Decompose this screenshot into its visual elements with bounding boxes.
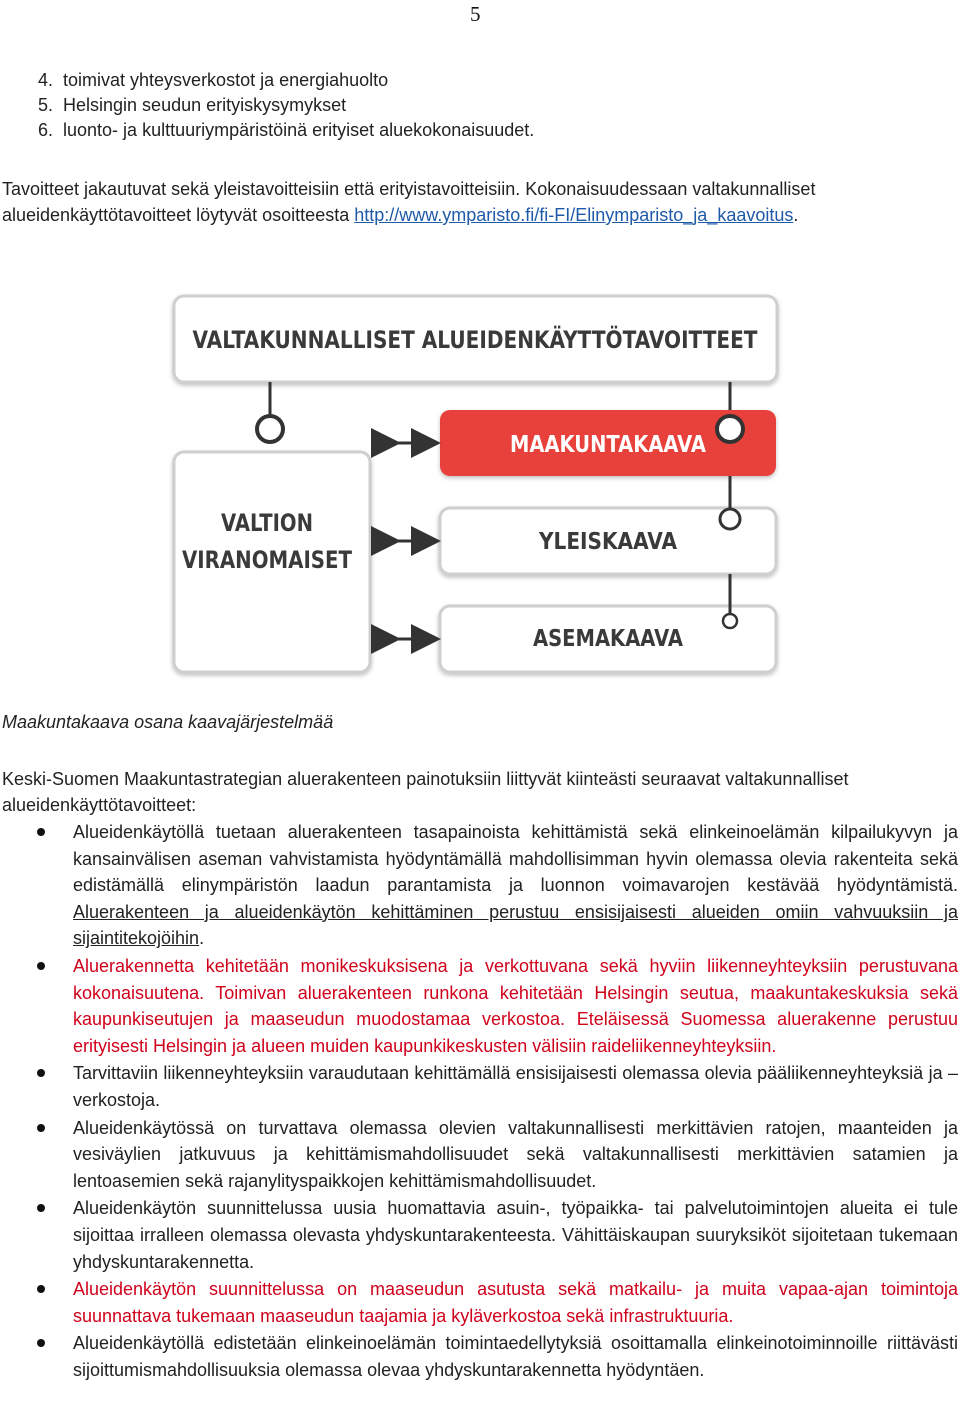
intro-text: Tavoitteet jakautuvat sekä yleistavoitteisiin että erityistavoitteisiin. Kokonaisuudessaan valtakunnalliset alueidenkäyttötavoitteet löytyvät osoitteesta xyxy=(2,179,816,225)
list-item xyxy=(0,1115,958,1195)
list-item: 4. toimivat yhteysverkostot ja energiahuolto xyxy=(38,70,389,90)
connector-ring xyxy=(723,614,737,628)
bullet-text: Alueidenkäytön suunnittelussa uusia huomattavia asuin-, työpaikka- tai palvelutoimintojen alueita ei tule sijoittaa irralleen olemassa olevasta yhdyskuntarakenteesta. Vähittäiskaupan suuryksiköt sijoitetaan tukemaan yhdyskuntarakennetta. xyxy=(73,1198,958,1272)
page-number: 5 xyxy=(470,2,481,26)
connector-ring xyxy=(720,509,740,529)
bullet-text: Alueidenkäytön suunnittelussa on maaseudun asutusta sekä matkailu- ja muita vapaa-ajan toimintoja suunnattava tukemaan maaseudun taajamia ja kyläverkostoa sekä infrastruktuuria. xyxy=(73,1279,958,1326)
maakuntakaava-label: MAAKUNTAKAAVA xyxy=(510,432,707,458)
planning-system-diagram xyxy=(160,288,869,680)
list-item xyxy=(0,953,958,1059)
numbered-list xyxy=(38,68,534,143)
yleiskaava-label: YLEISKAAVA xyxy=(538,529,678,555)
intro-paragraph xyxy=(2,176,957,228)
connector-ring xyxy=(717,416,743,442)
bullet-text: Alueidenkäytössä on turvattava olemassa olevien valtakunnallisesti merkittävien ratojen, maanteiden ja vesiväylien jatkuvuus ja kehittämismahdollisuudet sekä valtakunnallisesti merkittävien satamien ja lentoasemien sekä rajanylityspaikkojen kehittämismahdollisuudet. xyxy=(73,1117,958,1191)
asemakaava-label: ASEMAKAAVA xyxy=(533,626,684,652)
left-box-line2: VIRANOMAISET xyxy=(182,546,353,574)
goals-list xyxy=(0,819,958,1384)
intro-end: . xyxy=(793,205,799,225)
list-item xyxy=(0,819,958,952)
lead-paragraph: Keski-Suomen Maakuntastrategian aluerakenteen painotuksiin liittyvät kiinteästi seuraavat valtakunnalliset alueidenkäyttötavoitteet: xyxy=(2,769,849,815)
top-box-label: VALTAKUNNALLISET ALUEIDENKÄYTTÖTAVOITTEET xyxy=(192,326,869,354)
list-item xyxy=(0,1060,958,1113)
bullet-text: Alueidenkäytöllä edistetään elinkeinoelämän toimintaedellytyksiä osoittamalla elinkeinotoiminnoille riittävästi sijoittumismahdollisuuksia olemassa olevaa yhdyskuntarakennetta hyödyntäen. xyxy=(73,1333,958,1380)
bullet-text: Tarvittaviin liikenneyhteyksiin varaudutaan kehittämällä ensisijaisesti olemassa olevia pääliikenneyhteyksiä ja –verkostoja. xyxy=(73,1063,958,1110)
bullet-text: Alueidenkäytöllä tuetaan aluerakenteen tasapainoista kehittämistä sekä elinkeinoelämän kilpailukyvyn ja kansainvälisen aseman vahvistamista hyödyntämällä mahdollisimman hyvin olemassa olevia rakenteita sekä edistämällä elinympäristön laadun parantamista ja luonnon voimavarojen kestävää hyödyntämistä. xyxy=(73,822,958,896)
list-item xyxy=(0,1195,958,1275)
left-box-line1: VALTION xyxy=(221,509,313,537)
bullet-underlined-text: Aluerakenteen ja alueidenkäytön kehittäminen perustuu ensisijaisesti alueiden omiin vahvuuksiin ja sijaintitekojöihin xyxy=(73,901,958,949)
bullet-end: . xyxy=(199,928,205,949)
list-item: 6. luonto- ja kulttuuriympäristöinä erityiset aluekokonaisuudet. xyxy=(38,120,535,140)
bullet-text: Aluerakennetta kehitetään monikeskuksisena ja verkottuvana sekä hyviin liikenneyhteyksiin perustuvana kokonaisuutena. Toimivan aluerakenteen runkona kehitetään Helsingin seutua, maakuntakeskuksia sekä kaupunkiseutujen ja maaseudun muodostamaa verkostoa. Eteläisessä Suomessa aluerakenne perustuu erityisesti Helsingin ja alueen muiden kaupunkikeskusten välisiin raideliikenneyhteyksiin. xyxy=(73,955,958,1056)
connector-ring xyxy=(257,416,283,442)
figure-caption: Maakuntakaava osana kaavajärjestelmää xyxy=(2,712,334,732)
ymparisto-link[interactable]: http://www.ymparisto.fi/fi-FI/Elinymparisto_ja_kaavoitus xyxy=(354,205,794,225)
list-item xyxy=(0,1330,958,1383)
list-item: 5. Helsingin seudun erityiskysymykset xyxy=(38,95,347,115)
list-item xyxy=(0,1276,958,1329)
